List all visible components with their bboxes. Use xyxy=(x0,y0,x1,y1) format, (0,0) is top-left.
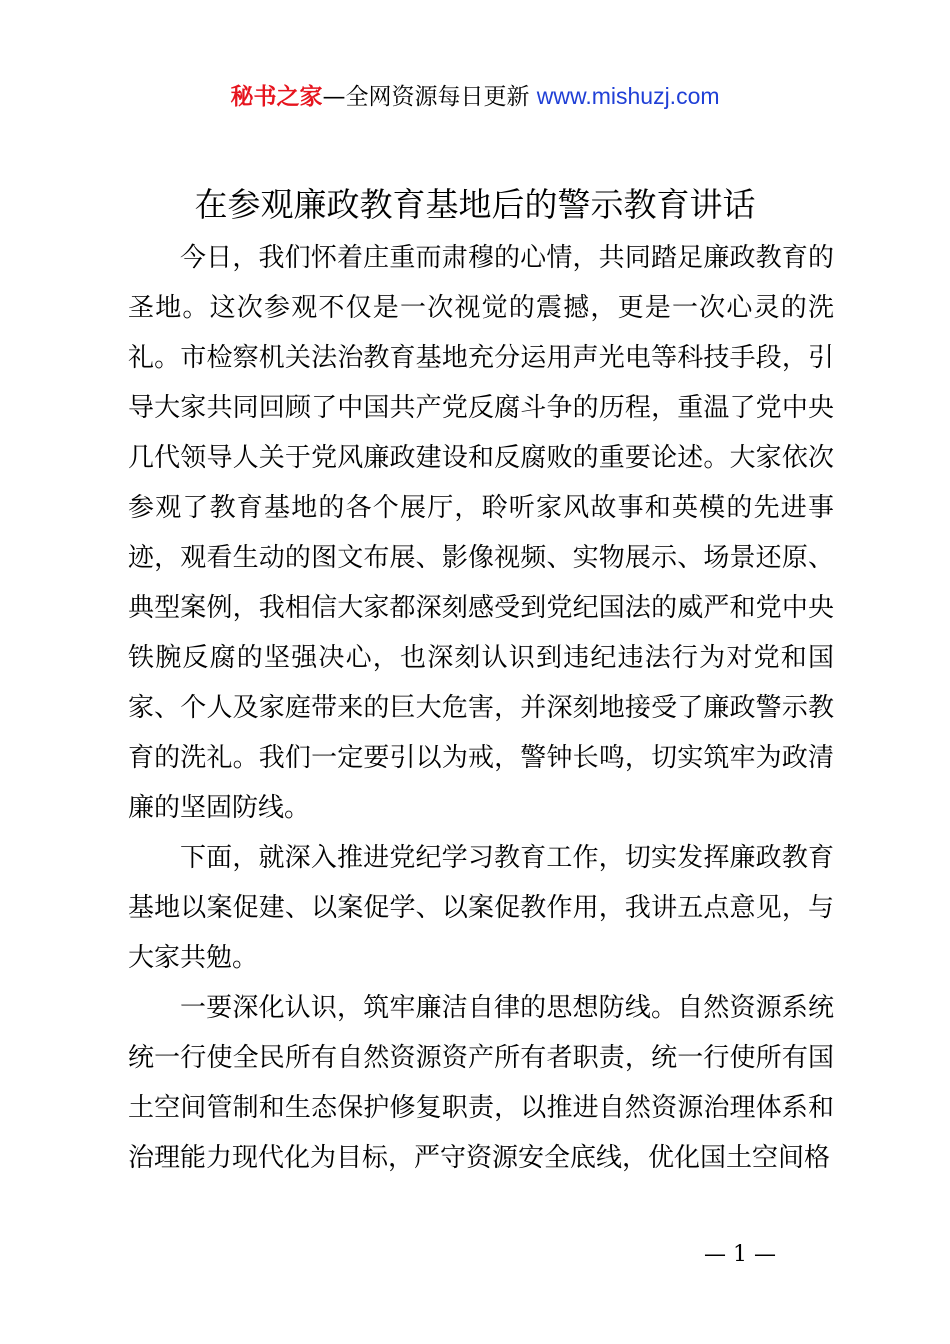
paragraph-1: 今日，我们怀着庄重而肃穆的心情，共同踏足廉政教育的圣地。这次参观不仅是一次视觉的震撼，更是一次心灵的洗礼。市检察机关法治教育基地充分运用声光电等科技手段，引导大家共同回顾了中国共产党反腐斗争的历程，重温了党中央几代领导人关于党风廉政建设和反腐败的重要论述。大家依次参观了教育基地的各个展厅，聆听家风故事和英模的先进事迹，观看生动的图文布展、影像视频、实物展示、场景还原、典型案例，我相信大家都深刻感受到党纪国法的威严和党中央铁腕反腐的坚强决心，也深刻认识到违纪违法行为对党和国家、个人及家庭带来的巨大危害，并深刻地接受了廉政警示教育的洗礼。我们一定要引以为戒，警钟长鸣，切实筑牢为政清廉的坚固防线。 xyxy=(128,243,834,823)
site-url-link[interactable]: www.mishuzj.com xyxy=(536,83,720,109)
paragraph-2: 下面，就深入推进党纪学习教育工作，切实发挥廉政教育基地以案促建、以案促学、以案促教作用，我讲五点意见，与大家共勉。 xyxy=(128,843,834,973)
paragraph-3: 一要深化认识，筑牢廉洁自律的思想防线。自然资源系统统一行使全民所有自然资源资产所有者职责，统一行使所有国土空间管制和生态保护修复职责，以推进自然资源治理体系和治理能力现代化为目标，严守资源安全底线，优化国土空间格 xyxy=(128,993,834,1173)
site-tagline: —全网资源每日更新 xyxy=(322,84,537,110)
page-number: — 1 — xyxy=(704,1242,776,1267)
document-title: 在参观廉政教育基地后的警示教育讲话 xyxy=(194,185,756,224)
site-header xyxy=(0,80,950,113)
document-body xyxy=(128,233,834,1183)
site-brand: 秘书之家 xyxy=(230,84,323,110)
